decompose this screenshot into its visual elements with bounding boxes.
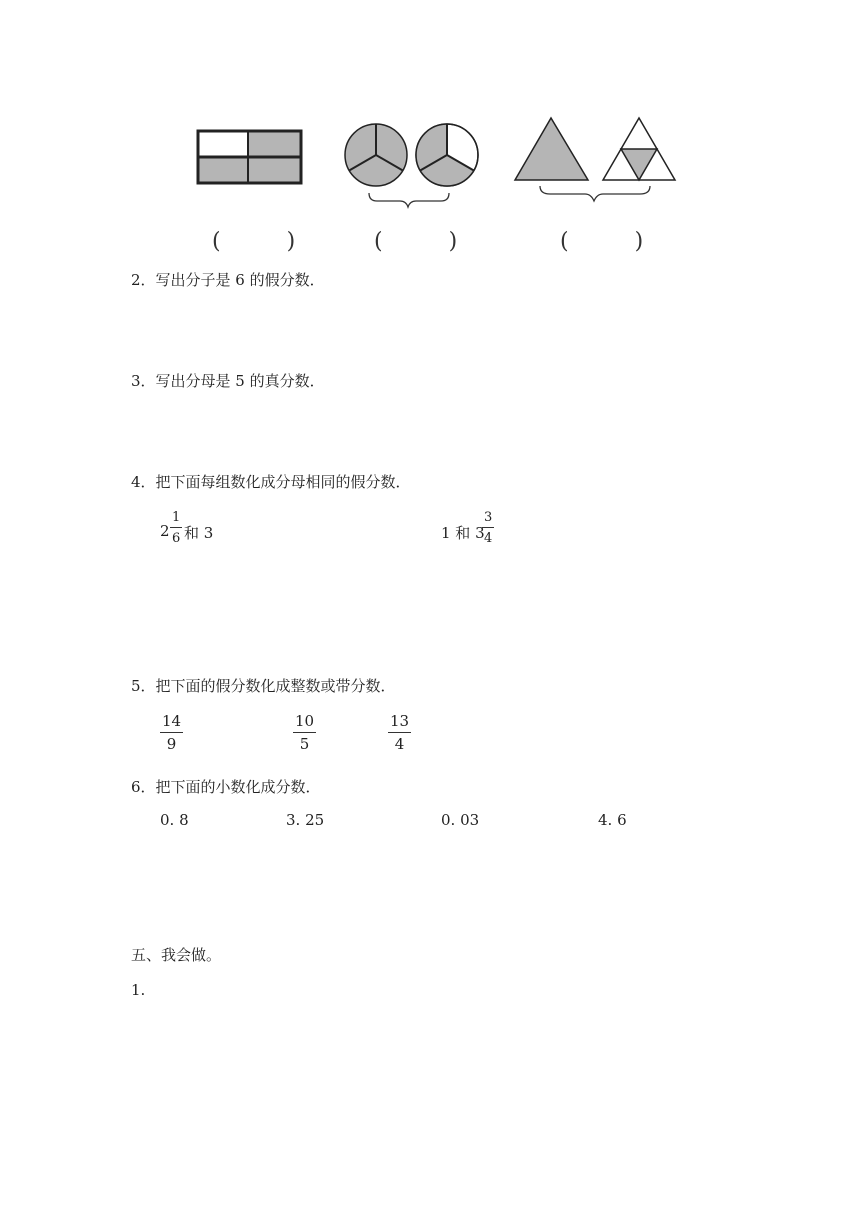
question-2: 2．写出分子是 6 的假分数．: [131, 271, 325, 289]
question-3: 3．写出分母是 5 的真分数．: [131, 372, 325, 390]
q5-fraction-2-denominator: 5: [299, 735, 310, 753]
q5-fraction-2-numerator: 10: [295, 712, 315, 730]
q5-fraction-3-denominator: 4: [394, 735, 405, 753]
q6-decimal-4: 4. 6: [598, 811, 627, 829]
answer-blank-3[interactable]: ( ): [560, 229, 644, 254]
q4-group1-fraction: [170, 511, 182, 545]
question-6: 6．把下面的小数化成分数．: [131, 778, 321, 796]
brace-triangles: [540, 186, 650, 201]
q4-group2-denominator: 4: [484, 531, 493, 546]
q4-group2-numerator: 3: [484, 510, 493, 525]
triangle-figure-2: [603, 118, 675, 180]
section-5-item-1: 1.: [131, 981, 146, 999]
q4-group1-numerator: 1: [172, 510, 181, 525]
triangle-figure-1: [515, 118, 588, 180]
q6-decimal-1: 0. 8: [160, 811, 189, 829]
brace-circles: [369, 193, 449, 207]
fraction-figures: [0, 0, 860, 260]
q4-group1-denominator: 6: [172, 531, 181, 546]
q5-fraction-1-numerator: 14: [162, 712, 182, 730]
q5-fraction-1-denominator: 9: [166, 735, 177, 753]
q5-fraction-3-numerator: 13: [390, 712, 410, 730]
circle-figure-2: [416, 124, 478, 186]
q5-fraction-3: [388, 714, 411, 752]
section-5-title: 五、我会做。: [131, 946, 222, 964]
q4-group1-whole: 2: [160, 522, 170, 540]
question-4: 4．把下面每组数化成分母相同的假分数．: [131, 473, 411, 491]
circle-figure-1: [345, 124, 407, 186]
question-5: 5．把下面的假分数化成整数或带分数．: [131, 677, 396, 695]
q5-fraction-1: [160, 714, 183, 752]
q4-group2-fraction: [482, 511, 494, 545]
answer-blank-2[interactable]: ( ): [374, 229, 458, 254]
q5-fraction-2: [293, 714, 316, 752]
q6-decimal-3: 0. 03: [441, 811, 480, 829]
answer-blank-1[interactable]: ( ): [212, 229, 296, 254]
q6-decimal-2: 3. 25: [286, 811, 325, 829]
q4-group1-tail: 和 3: [184, 524, 214, 542]
q4-group2-head: 1 和 3: [441, 524, 485, 542]
rectangle-figure: [198, 131, 301, 183]
